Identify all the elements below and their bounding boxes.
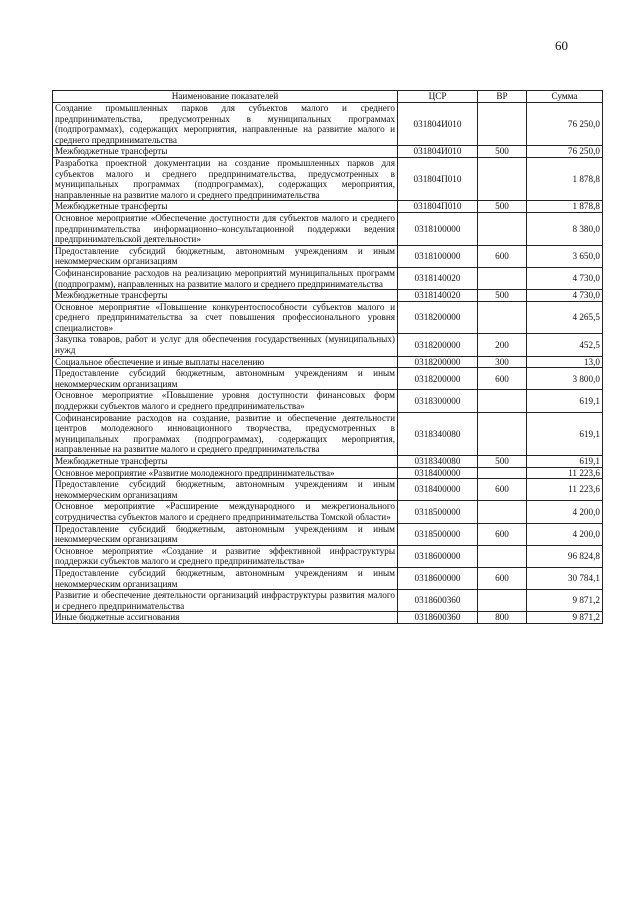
- row-name-cell: Создание промышленных парков для субъектов малого и среднего предпринимательства, предусмотренных в муниципальных программах (подпрограммах), содержащих мероприятия, направленные на развитие малого и среднего предпринимательства: [53, 103, 398, 146]
- row-name-cell: Закупка товаров, работ и услуг для обеспечения государственных (муниципальных) нужд: [53, 334, 398, 356]
- row-vr-cell: 500: [478, 146, 527, 158]
- row-vr-cell: [478, 545, 527, 567]
- row-name-cell: Предоставление субсидий бюджетным, автономным учреждениям и иным некоммерческим организациям: [53, 479, 398, 501]
- row-vr-cell: [478, 390, 527, 412]
- row-sum-cell: 4 730,0: [527, 290, 603, 302]
- table-row: [53, 201, 603, 213]
- row-csr-cell: 0318600360: [398, 590, 478, 612]
- row-csr-cell: 031804И010: [398, 146, 478, 158]
- row-csr-cell: 0318340080: [398, 412, 478, 455]
- row-csr-cell: 0318140020: [398, 290, 478, 302]
- row-vr-cell: 500: [478, 290, 527, 302]
- row-csr-cell: 0318200000: [398, 356, 478, 368]
- row-vr-cell: [478, 501, 527, 523]
- table-row: [53, 456, 603, 468]
- row-name-cell: Межбюджетные трансферты: [53, 290, 398, 302]
- row-vr-cell: 300: [478, 356, 527, 368]
- row-vr-cell: [478, 301, 527, 334]
- table-row: [53, 590, 603, 612]
- row-csr-cell: 0318200000: [398, 334, 478, 356]
- table-body: [53, 103, 603, 624]
- row-csr-cell: 0318600360: [398, 612, 478, 624]
- table-row: [53, 467, 603, 479]
- row-csr-cell: 031804П010: [398, 157, 478, 200]
- table-row: [53, 103, 603, 146]
- row-vr-cell: [478, 467, 527, 479]
- table-row: [53, 334, 603, 356]
- budget-table: [52, 90, 603, 624]
- row-name-cell: Софинансирование расходов на реализацию мероприятий муниципальных программ (подпрограмм), направленных на развитие малого и среднего предпринимательства: [53, 267, 398, 289]
- row-csr-cell: 0318300000: [398, 390, 478, 412]
- row-csr-cell: 031804П010: [398, 201, 478, 213]
- row-name-cell: Основное мероприятие «Расширение международного и межрегионального сотрудничества субъектов малого и среднего предпринимательства Томской области»: [53, 501, 398, 523]
- row-sum-cell: 8 380,0: [527, 212, 603, 245]
- row-name-cell: Развитие и обеспечение деятельности организаций инфраструктуры развития малого и среднего предпринимательства: [53, 590, 398, 612]
- row-name-cell: Предоставление субсидий бюджетным, автономным учреждениям и иным некоммерческим организациям: [53, 523, 398, 545]
- row-vr-cell: [478, 267, 527, 289]
- row-sum-cell: 11 223,6: [527, 467, 603, 479]
- table-row: [53, 479, 603, 501]
- row-sum-cell: 4 200,0: [527, 523, 603, 545]
- row-sum-cell: 619,1: [527, 412, 603, 455]
- row-csr-cell: 0318500000: [398, 523, 478, 545]
- row-vr-cell: [478, 590, 527, 612]
- table-row: [53, 356, 603, 368]
- row-vr-cell: 600: [478, 479, 527, 501]
- row-vr-cell: 600: [478, 368, 527, 390]
- row-vr-cell: 500: [478, 201, 527, 213]
- row-name-cell: Предоставление субсидий бюджетным, автономным учреждениям и иным некоммерческим организациям: [53, 368, 398, 390]
- row-sum-cell: 3 650,0: [527, 245, 603, 267]
- table-row: [53, 267, 603, 289]
- row-name-cell: Межбюджетные трансферты: [53, 456, 398, 468]
- table-row: [53, 301, 603, 334]
- row-csr-cell: 031804И010: [398, 103, 478, 146]
- header-csr: ЦСР: [398, 91, 478, 103]
- row-sum-cell: 30 784,1: [527, 567, 603, 589]
- row-name-cell: Основное мероприятие «Обеспечение доступности для субъектов малого и среднего предпринимательства информационно–консультационной поддержки ведения предпринимательской деятельности»: [53, 212, 398, 245]
- row-sum-cell: 9 871,2: [527, 590, 603, 612]
- row-sum-cell: 4 265,5: [527, 301, 603, 334]
- table-row: [53, 245, 603, 267]
- row-csr-cell: 0318400000: [398, 479, 478, 501]
- table-row: [53, 567, 603, 589]
- row-sum-cell: 619,1: [527, 390, 603, 412]
- row-sum-cell: 1 878,8: [527, 157, 603, 200]
- row-csr-cell: 0318600000: [398, 545, 478, 567]
- table-row: [53, 612, 603, 624]
- row-name-cell: Межбюджетные трансферты: [53, 201, 398, 213]
- row-name-cell: Межбюджетные трансферты: [53, 146, 398, 158]
- table-row: [53, 368, 603, 390]
- row-csr-cell: 0318600000: [398, 567, 478, 589]
- row-csr-cell: 0318500000: [398, 501, 478, 523]
- row-vr-cell: 600: [478, 567, 527, 589]
- row-csr-cell: 0318200000: [398, 368, 478, 390]
- row-sum-cell: 76 250,0: [527, 103, 603, 146]
- row-vr-cell: 200: [478, 334, 527, 356]
- table-row: [53, 412, 603, 455]
- table-row: [53, 523, 603, 545]
- row-vr-cell: 800: [478, 612, 527, 624]
- row-csr-cell: 0318100000: [398, 245, 478, 267]
- table-row: [53, 390, 603, 412]
- row-name-cell: Основное мероприятие «Развитие молодежного предпринимательства»: [53, 467, 398, 479]
- row-csr-cell: 0318200000: [398, 301, 478, 334]
- row-name-cell: Софинансирование расходов на создание, развитие и обеспечение деятельности центров молодежного инновационного творчества, предусмотренных в муниципальных программах (подпрограммах), содержащих мероприятия, направленные на развитие малого и среднего предпринимательства: [53, 412, 398, 455]
- row-vr-cell: [478, 103, 527, 146]
- row-csr-cell: 0318100000: [398, 212, 478, 245]
- header-name: Наименование показателей: [53, 91, 398, 103]
- header-sum: Сумма: [527, 91, 603, 103]
- page-number: 60: [555, 38, 568, 53]
- row-sum-cell: 4 730,0: [527, 267, 603, 289]
- row-sum-cell: 13,0: [527, 356, 603, 368]
- row-sum-cell: 619,1: [527, 456, 603, 468]
- table-row: [53, 212, 603, 245]
- table-header-row: [53, 91, 603, 103]
- row-vr-cell: [478, 212, 527, 245]
- row-vr-cell: 500: [478, 456, 527, 468]
- row-csr-cell: 0318400000: [398, 467, 478, 479]
- row-name-cell: Социальное обеспечение и иные выплаты населению: [53, 356, 398, 368]
- header-vr: ВР: [478, 91, 527, 103]
- row-vr-cell: [478, 412, 527, 455]
- table-row: [53, 146, 603, 158]
- row-sum-cell: 96 824,8: [527, 545, 603, 567]
- row-sum-cell: 3 800,0: [527, 368, 603, 390]
- row-csr-cell: 0318340080: [398, 456, 478, 468]
- row-vr-cell: 600: [478, 523, 527, 545]
- row-sum-cell: 11 223,6: [527, 479, 603, 501]
- table-row: [53, 501, 603, 523]
- table-row: [53, 290, 603, 302]
- row-sum-cell: 452,5: [527, 334, 603, 356]
- row-name-cell: Основное мероприятие «Повышение конкурентоспособности субъектов малого и среднего предпринимательства за счет повышения профессионального уровня специалистов»: [53, 301, 398, 334]
- row-name-cell: Предоставление субсидий бюджетным, автономным учреждениям и иным некоммерческим организациям: [53, 567, 398, 589]
- row-name-cell: Основное мероприятие «Повышение уровня доступности финансовых форм поддержки субъектов малого и среднего предпринимательства»: [53, 390, 398, 412]
- row-name-cell: Разработка проектной документации на создание промышленных парков для субъектов малого и среднего предпринимательства, предусмотренных в муниципальных программах (подпрограммах), содержащих мероприятия, направленные на развитие малого и среднего предпринимательства: [53, 157, 398, 200]
- table-row: [53, 157, 603, 200]
- row-vr-cell: 600: [478, 245, 527, 267]
- row-vr-cell: [478, 157, 527, 200]
- row-csr-cell: 0318140020: [398, 267, 478, 289]
- row-name-cell: Предоставление субсидий бюджетным, автономным учреждениям и иным некоммерческим организациям: [53, 245, 398, 267]
- row-name-cell: Иные бюджетные ассигнования: [53, 612, 398, 624]
- row-sum-cell: 9 871,2: [527, 612, 603, 624]
- row-name-cell: Основное мероприятие «Создание и развитие эффективной инфраструктуры поддержки субъектов малого и среднего предпринимательства»: [53, 545, 398, 567]
- table-row: [53, 545, 603, 567]
- row-sum-cell: 4 200,0: [527, 501, 603, 523]
- row-sum-cell: 76 250,0: [527, 146, 603, 158]
- row-sum-cell: 1 878,8: [527, 201, 603, 213]
